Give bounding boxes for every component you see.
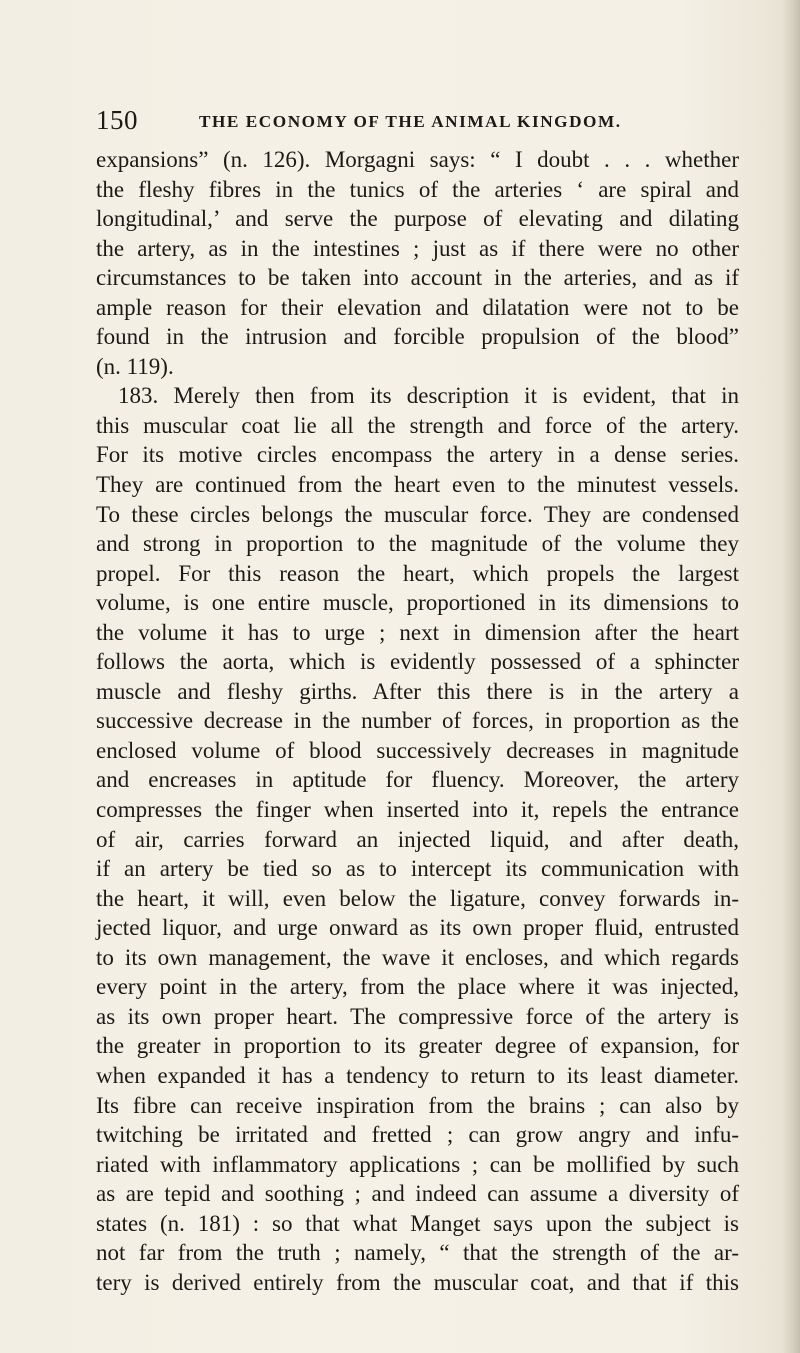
- text-line: as its own proper heart. The compressive force of the artery is: [96, 1003, 739, 1029]
- text-line: the heart, it will, even below the ligature, convey forwards in-: [96, 885, 739, 911]
- text-line: if an artery be tied so as to intercept its communication with: [96, 856, 739, 882]
- text-line: to its own management, the wave it encloses, and which regards: [96, 944, 739, 970]
- text-line: of air, carries forward an injected liquid, and after death,: [96, 826, 739, 852]
- text-line: this muscular coat lie all the strength and force of the artery.: [96, 412, 739, 438]
- text-line: the fleshy fibres in the tunics of the arteries ‘ are spiral and: [96, 176, 739, 202]
- text-line: volume, is one entire muscle, proportioned in its dimensions to: [96, 590, 739, 616]
- text-line: tery is derived entirely from the muscular coat, and that if this: [96, 1269, 739, 1295]
- text-line: as are tepid and soothing ; and indeed can assume a diversity of: [96, 1181, 739, 1207]
- text-line: To these circles belongs the muscular force. They are condensed: [96, 501, 739, 527]
- text-line: expansions” (n. 126). Morgagni says: “ I doubt . . . whether: [96, 147, 739, 172]
- text-line: and strong in proportion to the magnitude of the volume they: [96, 531, 739, 557]
- text-line: the artery, as in the intestines ; just as if there were no other: [96, 235, 739, 261]
- text-line: successive decrease in the number of forces, in proportion as the: [96, 708, 739, 734]
- body-text: [96, 145, 739, 1297]
- text-line: and encreases in aptitude for fluency. Moreover, the artery: [96, 767, 739, 793]
- text-line: For its motive circles encompass the artery in a dense series.: [96, 442, 739, 468]
- text-line: (n. 119).: [96, 353, 174, 379]
- paragraph-start-line: 183. Merely then from its description it is evident, that in: [118, 383, 739, 409]
- text-line: They are continued from the heart even to the minutest vessels.: [96, 472, 739, 498]
- page-edge-shadow: [782, 0, 800, 1353]
- text-line: ample reason for their elevation and dilatation were not to be: [96, 294, 739, 320]
- page-header: [96, 102, 736, 142]
- text-line: enclosed volume of blood successively decreases in magnitude: [96, 737, 739, 763]
- running-head: THE ECONOMY OF THE ANIMAL KINGDOM.: [199, 112, 622, 131]
- text-line: the greater in proportion to its greater degree of expansion, for: [96, 1033, 739, 1059]
- text-line: states (n. 181) : so that what Manget says upon the subject is: [96, 1210, 739, 1236]
- text-line: not far from the truth ; namely, “ that the strength of the ar-: [96, 1240, 739, 1266]
- text-line: when expanded it has a tendency to return to its least diameter.: [96, 1062, 739, 1088]
- text-line: propel. For this reason the heart, which propels the largest: [96, 560, 739, 586]
- text-line: follows the aorta, which is evidently possessed of a sphincter: [96, 649, 739, 675]
- text-line: longitudinal,’ and serve the purpose of elevating and dilating: [96, 206, 739, 232]
- text-line: found in the intrusion and forcible propulsion of the blood”: [96, 324, 739, 350]
- page-number: 150: [96, 105, 138, 135]
- text-line: jected liquor, and urge onward as its own proper fluid, entrusted: [96, 915, 739, 941]
- text-line: compresses the finger when inserted into it, repels the entrance: [96, 797, 739, 823]
- text-line: twitching be irritated and fretted ; can grow angry and infu-: [96, 1122, 739, 1148]
- text-line: riated with inflammatory applications ; can be mollified by such: [96, 1151, 739, 1177]
- text-line: Its fibre can receive inspiration from the brains ; can also by: [96, 1092, 739, 1118]
- text-line: the volume it has to urge ; next in dimension after the heart: [96, 619, 739, 645]
- text-line: every point in the artery, from the place where it was injected,: [96, 974, 739, 1000]
- text-line: muscle and fleshy girths. After this there is in the artery a: [96, 678, 739, 704]
- text-line: circumstances to be taken into account in the arteries, and as if: [96, 265, 739, 291]
